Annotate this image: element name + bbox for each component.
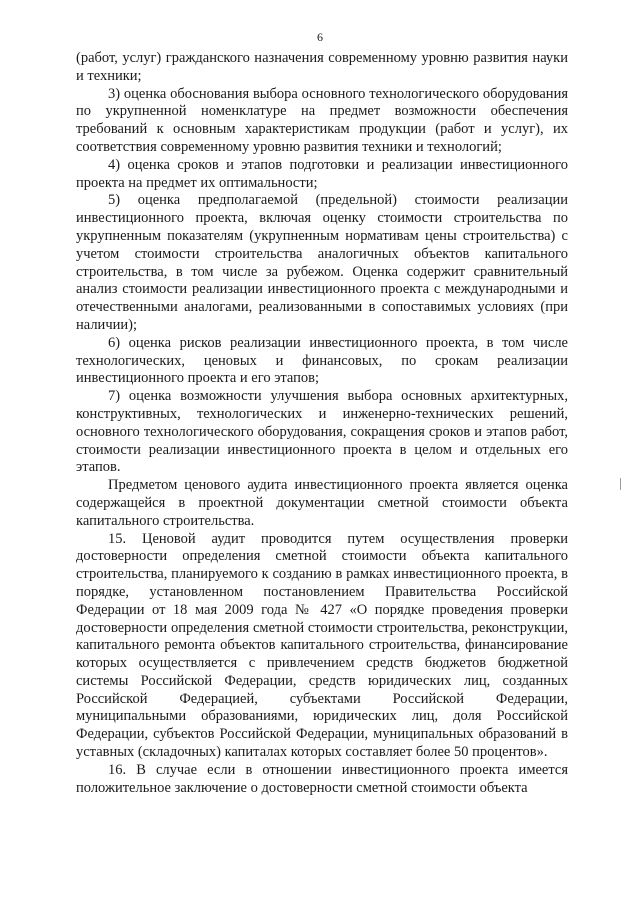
paragraph-item-4: 4) оценка сроков и этапов подготовки и реализации инвестиционного проекта на предмет их оптимальности; [76,156,568,191]
paragraph-audit-subject: Предметом ценового аудита инвестиционного проекта является оценка содержащейся в проектной документации сметной стоимости объекта капитального строительства. [76,477,568,529]
paragraph-section-16: 16. В случае если в отношении инвестиционного проекта имеется положительное заключение о достоверности сметной стоимости объекта [76,761,568,796]
paragraph-item-3: 3) оценка обоснования выбора основного технологического оборудования по укрупненной номенклатуре на предмет возможности обеспечения требований к основным характеристикам продукции (работ и услуг), их соответствия современному уровню развития техники и технологий; [76,85,568,155]
document-body [76,50,568,797]
margin-mark [620,478,621,490]
paragraph-continuation: (работ, услуг) гражданского назначения современному уровню развития науки и техники; [76,50,568,84]
paragraph-item-5: 5) оценка предполагаемой (предельной) стоимости реализации инвестиционного проекта, включая оценку стоимости строительства по укрупненным показателям (укрупненным нормативам цены строительства) с учетом стоимости строительства аналогичных объектов капитального строительства, в том числе за рубежом. Оценка содержит сравнительный анализ стоимости реализации инвестиционного проекта с международными и отечественными аналогами, реализованными в сопоставимых условиях (при наличии); [76,192,568,333]
paragraph-section-15: 15. Ценовой аудит проводится путем осуществления проверки достоверности определения сметной стоимости объекта капитального строительства, планируемого к созданию в рамках инвестиционного проекта, в порядке, установленном постановлением Правительства Российской Федерации от 18 мая 2009 года № 427 «О порядке проведения проверки достоверности определения сметной стоимости строительства, реконструкции, капитального ремонта объектов капитального строительства, финансирование которых осуществляется с привлечением средств бюджетов бюджетной системы Российской Федерации, средств юридических лиц, созданных Российской Федерацией, субъектами Российской Федерации, муниципальными образованиями, юридических лиц, доля Российской Федерации, субъектов Российской Федерации, муниципальных образований в уставных (складочных) капиталах которых составляет более 50 процентов». [76,530,568,761]
page-number: 6 [317,30,323,44]
paragraph-item-7: 7) оценка возможности улучшения выбора основных архитектурных, конструктивных, технологических и инженерно-технических решений, основного технологического оборудования, сокращения сроков и этапов работ, стоимости реализации инвестиционного проекта в целом и отдельных его этапов. [76,388,568,476]
paragraph-item-6: 6) оценка рисков реализации инвестиционного проекта, в том числе технологических, ценовых и финансовых, по срокам реализации инвестиционного проекта и его этапов; [76,334,568,387]
